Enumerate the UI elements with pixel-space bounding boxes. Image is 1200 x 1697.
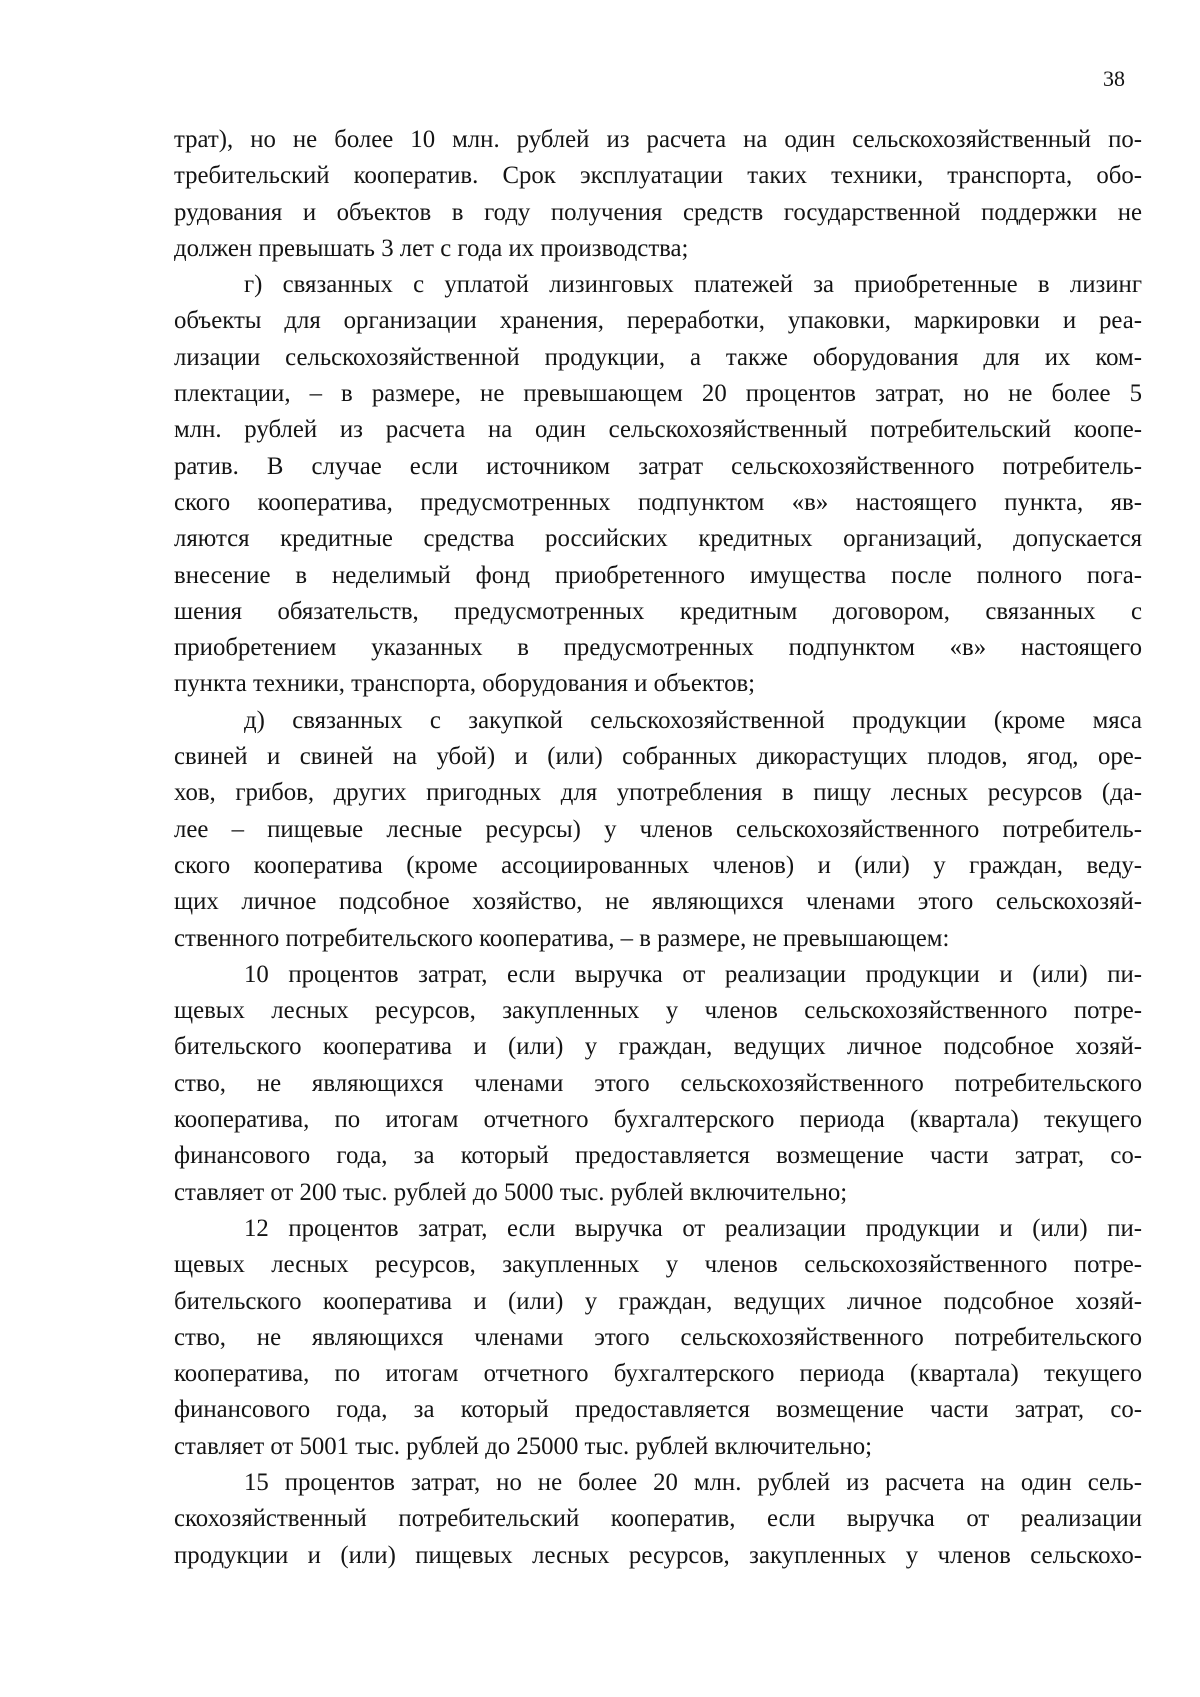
text-line: г) связанных с уплатой лизинговых платежей за приобретенные в лизинг <box>244 271 1142 299</box>
text-line: ство, не являющихся членами этого сельскохозяйственного потребительского <box>174 1323 1142 1351</box>
text-line: должен превышать 3 лет с года их производства; <box>174 234 689 262</box>
text-line: ского кооператива, предусмотренных подпунктом «в» настоящего пункта, яв- <box>174 488 1142 516</box>
text-line: 15 процентов затрат, но не более 20 млн. рублей из расчета на один сель- <box>244 1468 1142 1496</box>
text-line: ставляет от 5001 тыс. рублей до 25000 тыс. рублей включительно; <box>174 1432 872 1460</box>
text-line: финансового года, за который предоставляется возмещение части затрат, со- <box>174 1396 1142 1424</box>
text-line: млн. рублей из расчета на один сельскохозяйственный потребительский коопе- <box>174 416 1142 444</box>
text-line: ственного потребительского кооператива, – в размере, не превышающем: <box>174 924 950 952</box>
text-line: ратив. В случае если источником затрат сельскохозяйственного потребитель- <box>174 452 1142 480</box>
text-line: трат), но не более 10 млн. рублей из расчета на один сельскохозяйственный по- <box>174 126 1142 153</box>
text-line: продукции и (или) пищевых лесных ресурсов, закупленных у членов сельскохо- <box>174 1541 1142 1569</box>
text-line: требительский кооператив. Срок эксплуатации таких техники, транспорта, обо- <box>174 162 1142 190</box>
text-line: бительского кооператива и (или) у граждан, ведущих личное подсобное хозяй- <box>174 1287 1142 1315</box>
text-line: щевых лесных ресурсов, закупленных у членов сельскохозяйственного потре- <box>174 997 1142 1025</box>
text-line: ского кооператива (кроме ассоциированных членов) и (или) у граждан, веду- <box>174 851 1142 879</box>
text-line: свиней и свиней на убой) и (или) собранных дикорастущих плодов, ягод, оре- <box>174 743 1142 771</box>
text-line: финансового года, за который предоставляется возмещение части затрат, со- <box>174 1142 1142 1170</box>
text-line: хов, грибов, других пригодных для употребления в пищу лесных ресурсов (да- <box>174 779 1142 807</box>
text-line: плектации, – в размере, не превышающем 20 процентов затрат, но не более 5 <box>174 380 1142 408</box>
text-line: 10 процентов затрат, если выручка от реализации продукции и (или) пи- <box>244 960 1142 988</box>
text-line: щевых лесных ресурсов, закупленных у членов сельскохозяйственного потре- <box>174 1251 1142 1279</box>
text-line: ство, не являющихся членами этого сельскохозяйственного потребительского <box>174 1069 1142 1097</box>
text-line: шения обязательств, предусмотренных кредитным договором, связанных с <box>174 597 1142 625</box>
body-text <box>174 122 1142 1574</box>
text-line: лизации сельскохозяйственной продукции, а также оборудования для их ком- <box>174 343 1142 371</box>
page-number: 38 <box>1103 66 1125 91</box>
text-line: внесение в неделимый фонд приобретенного имущества после полного пога- <box>174 561 1142 589</box>
text-line: скохозяйственный потребительский кооператив, если выручка от реализации <box>174 1505 1142 1533</box>
text-line: щих личное подсобное хозяйство, не являющихся членами этого сельскохозяй- <box>174 888 1142 916</box>
text-line: рудования и объектов в году получения средств государственной поддержки не <box>174 198 1142 226</box>
text-line: кооператива, по итогам отчетного бухгалтерского периода (квартала) текущего <box>174 1360 1142 1388</box>
text-line: ляются кредитные средства российских кредитных организаций, допускается <box>174 525 1142 553</box>
text-line: приобретением указанных в предусмотренных подпунктом «в» настоящего <box>174 634 1142 662</box>
text-line: лее – пищевые лесные ресурсы) у членов сельскохозяйственного потребитель- <box>174 815 1142 843</box>
text-line: д) связанных с закупкой сельскохозяйственной продукции (кроме мяса <box>244 706 1142 734</box>
text-line: объекты для организации хранения, переработки, упаковки, маркировки и реа- <box>174 307 1142 335</box>
text-line: бительского кооператива и (или) у граждан, ведущих личное подсобное хозяй- <box>174 1033 1142 1061</box>
text-line: ставляет от 200 тыс. рублей до 5000 тыс. рублей включительно; <box>174 1178 848 1206</box>
text-line: 12 процентов затрат, если выручка от реализации продукции и (или) пи- <box>244 1214 1142 1242</box>
text-line: кооператива, по итогам отчетного бухгалтерского периода (квартала) текущего <box>174 1106 1142 1134</box>
text-line: пункта техники, транспорта, оборудования и объектов; <box>174 670 756 698</box>
